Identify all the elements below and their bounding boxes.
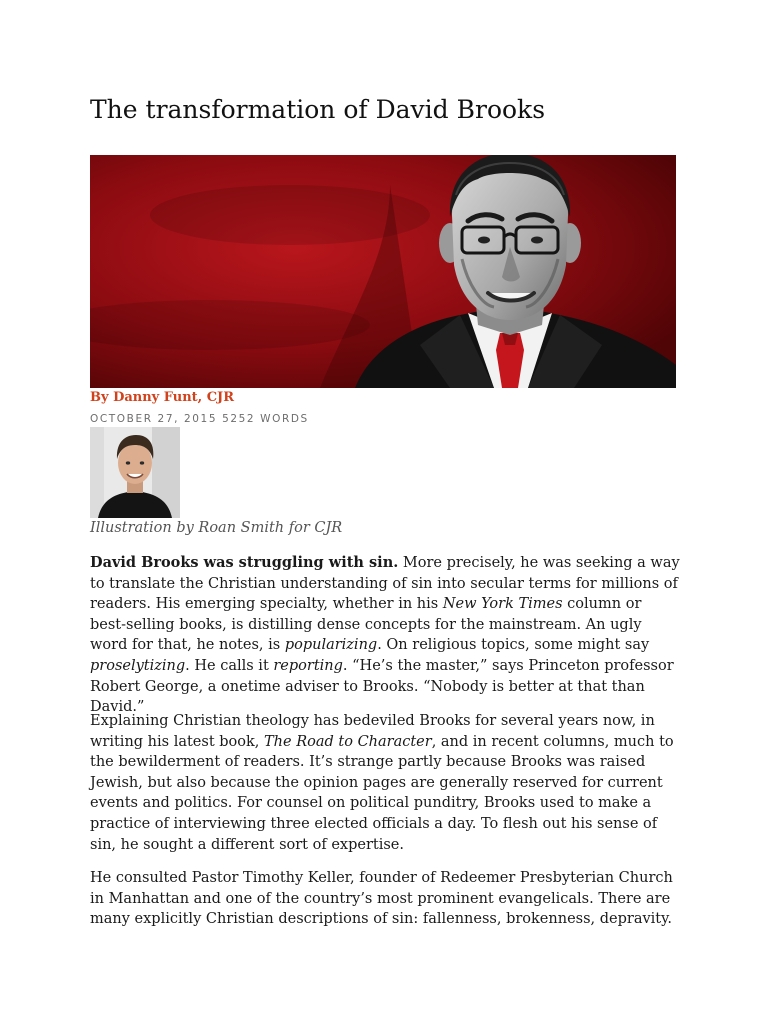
paragraph-text: More precisely, he was seeking a way to translate the Christian understanding of sin into secular terms for millions of readers. His emerging specialty, whether in his [90,555,680,613]
byline[interactable]: By Danny Funt, CJR [90,390,235,405]
italic-text: New York Times [442,596,563,613]
image-caption: Illustration by Roan Smith for CJR [90,520,343,536]
hero-illustration [90,155,676,388]
lead-sentence: David Brooks was struggling with sin. [90,554,399,571]
italic-text: proselytizing [90,657,186,674]
paragraph-1 [90,553,680,718]
italic-text: reporting [273,657,343,674]
paragraph-text: . “He’s the master,” says Princeton professor Robert George, a onetime adviser to Brooks. “Nobody is better at that than David.” [90,657,674,716]
paragraph-text: , and in recent columns, much to the bewilderment of readers. It’s strange partly because Brooks was raised Jewish, but also because the opinion pages are generally reserved for current events and politics. For counsel on political punditry, Brooks used to make a practice of interviewing three elected officials a day. To flesh out his sense of sin, he sought a different sort of expertise. [90,733,674,853]
paragraph-text: Explaining Christian theology has bedeviled Brooks for several years now, in writing his latest book, [90,713,655,750]
publish-date: OCTOBER 27, 2015 [90,413,218,425]
paragraph-text: . He calls it [185,657,274,674]
article-title: The transformation of David Brooks [90,95,546,124]
illustration-portrait [90,155,676,388]
paragraph-text: He consulted Pastor Timothy Keller, founder of Redeemer Presbyterian Church in Manhattan and one of the country’s most prominent evangelicals. There are many explicitly Christian descriptions of sin: fallenness, brokenness, depravity. [90,870,673,928]
author-photo [90,427,180,518]
paragraph-2 [90,711,680,855]
paragraph-3 [90,868,680,930]
word-count: 5252 WORDS [222,413,309,425]
article-meta [90,412,309,426]
paragraph-text: . On religious topics, some might say [377,637,650,654]
italic-text: popularizing [284,637,378,654]
book-title: The Road to Character [264,733,432,750]
author-headshot [90,427,180,518]
paragraph-text: column or best-selling books, is distilling dense concepts for the mainstream. An ugly word for that, he notes, is [90,596,642,654]
